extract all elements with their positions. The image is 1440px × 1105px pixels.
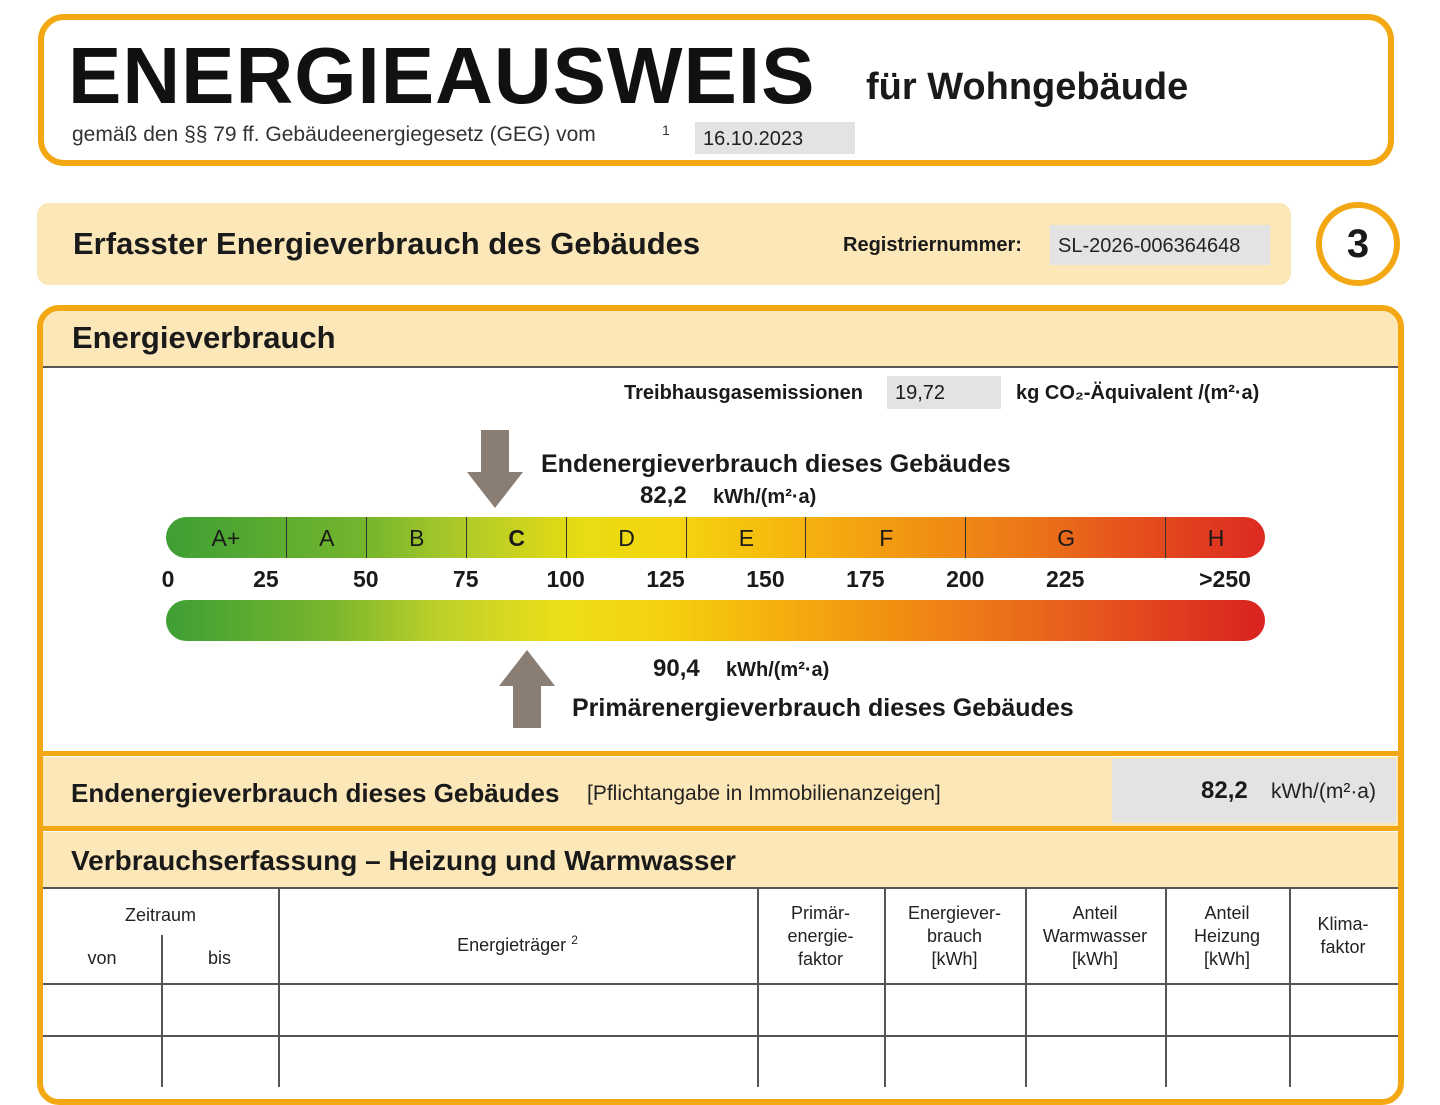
scale-tick-label: >250: [1199, 566, 1251, 592]
divider: [43, 826, 1398, 831]
energy-class-b: B: [366, 517, 467, 558]
end-energy-arrow-icon: [465, 430, 525, 508]
column-divider: [278, 887, 280, 1087]
registration-number-field[interactable]: SL-2026-006364648: [1050, 225, 1270, 265]
scale-tick-label: 75: [452, 566, 479, 592]
energy-class-a: A: [286, 517, 367, 558]
energy-class-d: D: [566, 517, 687, 558]
col-von: von: [87, 948, 117, 968]
scale-tick-label: 175: [846, 566, 885, 592]
scale-tick-label: 50: [353, 566, 379, 592]
end-energy-label: Endenergieverbrauch dieses Gebäudes: [541, 450, 1011, 478]
table-row-divider: [43, 983, 1398, 985]
scale-tick-label: 25: [253, 566, 279, 592]
law-reference: gemäß den §§ 79 ff. Gebäudeenergiegesetz (GEG) vom: [72, 123, 596, 146]
scale-tick-label: 225: [1045, 566, 1085, 592]
document-title: ENERGIEAUSWEIS: [68, 31, 816, 120]
col-primaerfaktor: Primär- energie- faktor: [787, 903, 854, 969]
primary-energy-value: 90,4: [653, 655, 700, 682]
footnote-1-marker: 1: [662, 122, 670, 138]
divider: [43, 887, 1398, 889]
energy-class-c: C: [466, 517, 567, 558]
col-klimafaktor: Klima- faktor: [1317, 914, 1369, 957]
law-date-field[interactable]: 16.10.2023: [695, 122, 855, 154]
col-warmwasser: Anteil Warmwasser [kWh]: [1042, 903, 1148, 969]
efficiency-class-bar: [166, 517, 1265, 558]
ghg-label: Treibhausgasemissionen: [624, 382, 863, 404]
col-zeitraum: Zeitraum: [124, 905, 196, 925]
end-energy-unit: kWh/(m²·a): [713, 486, 817, 508]
col-energietraeger-label: Energieträger: [457, 935, 567, 955]
scale-tick-label: 125: [646, 566, 685, 592]
table-title: Verbrauchserfassung – Heizung und Warmwasser: [71, 845, 736, 876]
energy-heading: Energieverbrauch: [72, 320, 336, 355]
primary-energy-bar: [166, 600, 1265, 641]
col-heizung: Anteil Heizung [kWh]: [1193, 903, 1261, 969]
document-subtitle: für Wohngebäude: [866, 66, 1189, 108]
primary-energy-unit: kWh/(m²·a): [726, 659, 830, 681]
section-title: Erfasster Energieverbrauch des Gebäudes: [73, 226, 701, 261]
energy-class-f: F: [805, 517, 966, 558]
mandatory-unit: kWh/(m²·a): [1271, 780, 1376, 803]
scale-tick-label: 100: [546, 566, 585, 592]
energy-class-h: H: [1165, 517, 1265, 558]
energy-class-a-plus: A+: [211, 525, 241, 551]
scale-tick-label: 200: [946, 566, 985, 592]
scale-tick-label: 150: [746, 566, 785, 592]
footnote-2-marker: 2: [571, 933, 578, 947]
divider: [43, 366, 1398, 368]
page-number-badge: 3: [1316, 202, 1400, 286]
ghg-value-field[interactable]: 19,72: [887, 376, 1001, 409]
ghg-unit: kg CO₂-Äquivalent /(m²·a): [1016, 382, 1260, 404]
mandatory-note: [Pflichtangabe in Immobilienanzeigen]: [587, 782, 941, 805]
mandatory-value: 82,2: [1201, 777, 1248, 804]
primary-energy-arrow-icon: [497, 650, 557, 728]
divider: [43, 751, 1398, 756]
mandatory-title: Endenergieverbrauch dieses Gebäudes: [71, 778, 560, 808]
col-energieverbrauch: Energiever- brauch [kWh]: [907, 903, 1002, 969]
primary-energy-label: Primärenergieverbrauch dieses Gebäudes: [572, 694, 1074, 722]
col-energietraeger: [278, 929, 757, 957]
col-bis: bis: [207, 948, 231, 968]
scale-tick-label: 0: [161, 566, 175, 592]
registration-label: Registriernummer:: [843, 234, 1022, 256]
energy-class-e: E: [686, 517, 807, 558]
end-energy-value: 82,2: [640, 482, 687, 509]
energy-class-g: G: [965, 517, 1166, 558]
table-row-divider: [43, 1035, 1398, 1037]
